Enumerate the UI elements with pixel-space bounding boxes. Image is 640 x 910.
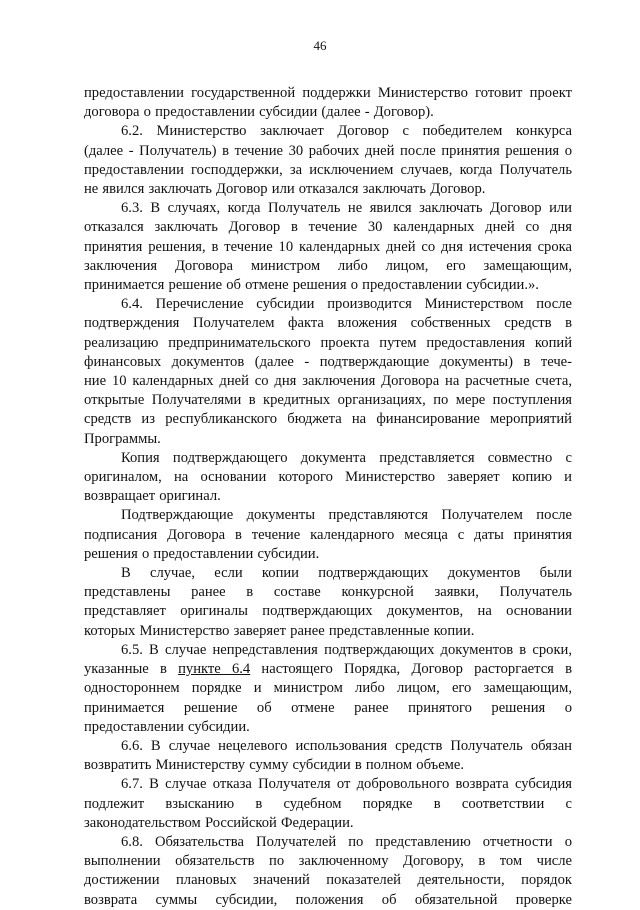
text-line: одностороннем порядке и министром либо лицом, его замещающим, <box>84 680 572 697</box>
paragraph-p-6-3 <box>84 199 572 295</box>
text-line: Копия подтверждающего документа представляется совместно с <box>121 449 572 466</box>
text-line: предоставлении господдержки, за исключением случаев, когда Получатель <box>84 161 572 178</box>
text-line: возвратить Министерству сумму субсидии в полном объеме. <box>84 757 465 774</box>
text-line: принимается решение об отмене ранее принятого решения о <box>84 699 572 716</box>
paragraph-p-6-4 <box>84 295 572 449</box>
text-line: оригиналом, на основании которого Министерство заверяет копию и <box>84 469 572 486</box>
text-line: подтверждения Получателем факта вложения собственных средств в <box>84 315 572 332</box>
paragraph-p-6-5 <box>84 641 572 737</box>
clause-reference-link[interactable]: пункте 6.4 <box>178 661 251 678</box>
text-line: возврата суммы субсидии, положения об обязательной проверке <box>84 891 572 908</box>
paragraph-p-6-2 <box>84 122 572 199</box>
text-line: представлены ранее в составе конкурсной заявки, Получатель <box>84 584 572 601</box>
text-line: принятия решения, в течение 10 календарных дней со дня истечения срока <box>84 238 572 255</box>
text-line: заключения Договора министром либо лицом, его замещающим, <box>84 257 572 274</box>
text-line: 6.5. В случае непредставления подтверждающих документов в сроки, <box>121 641 572 658</box>
paragraph-p-6-7 <box>84 775 572 833</box>
text-line: выполнении обязательств по заключенному Договору, в том числе <box>84 853 572 870</box>
text-line: 6.3. В случаях, когда Получатель не явился заключать Договор или <box>121 200 572 217</box>
text-line: возвращает оригинал. <box>84 488 221 505</box>
text-line: отказался заключать Договор в течение 30 календарных дней со дня <box>84 219 572 236</box>
text-line: решения о предоставлении субсидии. <box>84 545 320 562</box>
text-line: Программы. <box>84 430 161 447</box>
text-line: 6.8. Обязательства Получателей по представлению отчетности о <box>121 833 572 850</box>
paragraph-p-copy <box>84 449 572 507</box>
text-line: средств из республиканского бюджета на финансирование мероприятий <box>84 411 572 428</box>
text-line: представляет оригиналы подтверждающих документов, на основании <box>84 603 572 620</box>
text-line: принимается решение об отмене решения о предоставлении субсидии.». <box>84 277 539 294</box>
text-line: финансовых документов (далее - подтверждающие документы) в тече- <box>84 353 572 370</box>
paragraph-p-6-6 <box>84 737 572 775</box>
text-line: законодательством Российской Федерации. <box>84 814 354 831</box>
text-line: предоставлении государственной поддержки Министерство готовит проект <box>84 85 572 101</box>
text-line: 6.6. В случае нецелевого использования средств Получатель обязан <box>121 737 572 754</box>
text-line: указанные в пункте 6.4 настоящего Порядка, Договор расторгается в <box>84 661 572 678</box>
paragraph-p-case <box>84 564 572 641</box>
text-line: 6.4. Перечисление субсидии производится Министерством после <box>121 296 572 313</box>
text-line: достижении плановых значений показателей деятельности, порядок <box>84 872 572 889</box>
text-line: предоставлении субсидии. <box>84 718 250 735</box>
text-line: подписания Договора в течение календарного месяца с даты принятия <box>84 526 572 543</box>
text-line: В случае, если копии подтверждающих документов были <box>121 565 572 582</box>
text-line: 6.7. В случае отказа Получателя от добровольного возврата субсидия <box>121 776 572 793</box>
text-line: Подтверждающие документы представляются Получателем после <box>121 507 572 524</box>
text-line: договора о предоставлении субсидии (далее - Договор). <box>84 104 434 121</box>
text-line: которых Министерство заверяет ранее представленные копии. <box>84 622 475 639</box>
text-line: подлежит взысканию в судебном порядке в соответствии с <box>84 795 572 812</box>
text-line: (далее - Получатель) в течение 30 рабочих дней после принятия решения о <box>84 142 572 159</box>
text-line: ние 10 календарных дней со дня заключения Договора на расчетные счета, <box>84 373 572 390</box>
text-line: 6.2. Министерство заключает Договор с победителем конкурса <box>121 123 572 140</box>
document-body <box>84 84 572 910</box>
text-line: не явился заключать Договор или отказался заключать Договор. <box>84 181 486 198</box>
page-number: 46 <box>313 38 327 53</box>
paragraph-p-6-8 <box>84 833 572 910</box>
paragraph-p-confirm <box>84 506 572 564</box>
text-line: открытые Получателями в кредитных организациях, по мере поступления <box>84 392 572 409</box>
text-line: реализацию предпринимательского проекта путем предоставления копий <box>84 334 572 351</box>
paragraph-p-continuation <box>84 84 572 122</box>
